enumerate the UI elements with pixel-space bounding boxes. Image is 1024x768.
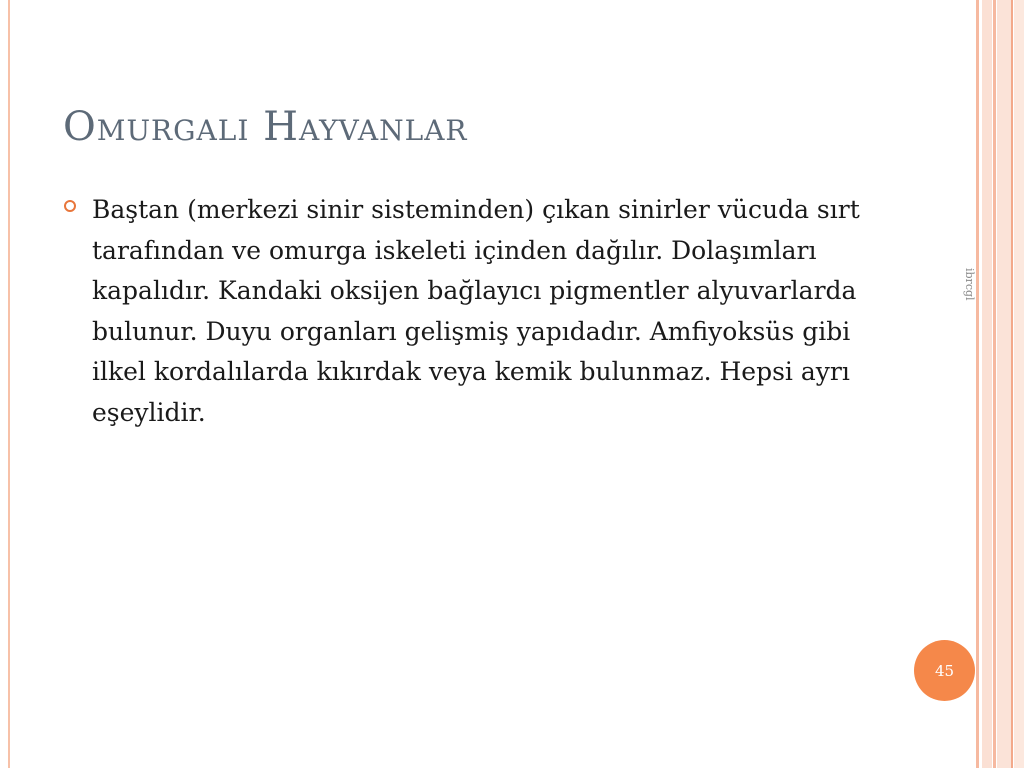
slide-title: Omurgali Hayvanlar — [63, 104, 468, 150]
left-border-line — [8, 0, 10, 768]
bullet-list — [63, 190, 908, 433]
bullet-ring-icon — [64, 200, 76, 212]
stripe — [1011, 0, 1013, 768]
decorative-stripes — [976, 0, 1024, 768]
stripe — [1014, 0, 1024, 768]
bullet-text: Baştan (merkezi sinir sisteminden) çıkan sinirler vücuda sırt tarafından ve omurga iskeleti içinden dağılır. Dolaşımları kapalıdır. Kandaki oksijen bağlayıcı pigmentler alyuvarlarda bulunur. Duyu organları gelişmiş yapıdadır. Amfiyoksüs gibi ilkel kordalılarda kıkırdak veya kemik bulunmaz. Hepsi ayrı eşeylidir. — [92, 195, 860, 427]
stripe — [997, 0, 1011, 768]
stripe — [976, 0, 979, 768]
side-label: ibrcgl — [963, 268, 976, 301]
stripe — [982, 0, 992, 768]
stripe — [993, 0, 996, 768]
bullet-item — [63, 190, 908, 433]
page-number-badge: 45 — [914, 640, 975, 701]
